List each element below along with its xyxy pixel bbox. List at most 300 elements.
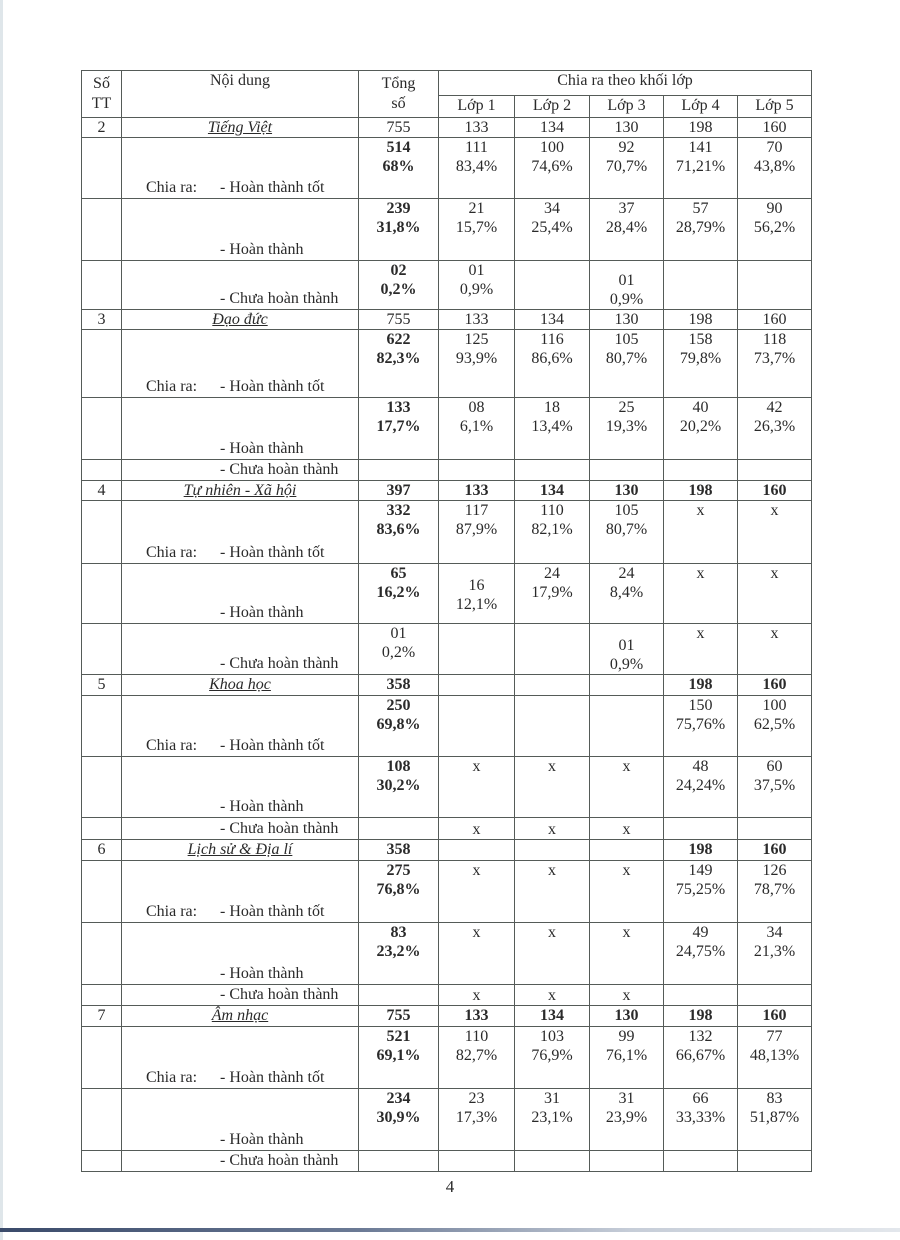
subject-name: Tự nhiên - Xã hội (122, 481, 359, 501)
count-value: 132 (688, 1028, 713, 1045)
stt-empty (82, 624, 122, 675)
not-applicable-mark: x (622, 987, 631, 1004)
breakdown-grade-3 (590, 1089, 664, 1151)
status-label-ht: - Hoàn thành (220, 241, 304, 258)
subject-grade-count: 134 (515, 310, 590, 330)
breakdown-grade-5 (738, 460, 812, 481)
breakdown-total (359, 1151, 439, 1172)
breakdown-row-tot (82, 861, 812, 923)
chia-ra-label: Chia ra: (146, 1069, 198, 1086)
breakdown-label (122, 1027, 359, 1089)
not-applicable-mark: x (696, 625, 705, 642)
count-value: 117 (464, 502, 489, 519)
percent-value: 71,21% (675, 158, 726, 175)
count-value: 141 (688, 139, 713, 156)
percent-value: 78,7% (753, 881, 796, 898)
header-stt (82, 71, 122, 118)
breakdown-grade-2 (515, 501, 590, 564)
count-value: 125 (464, 331, 489, 348)
breakdown-label (122, 564, 359, 624)
percent-value: 8,4% (609, 584, 644, 601)
subject-grade-count: 130 (590, 481, 664, 501)
breakdown-label (122, 757, 359, 818)
subject-grade-count (515, 840, 590, 861)
not-applicable-mark: x (472, 987, 481, 1004)
count-value: 332 (386, 502, 411, 519)
stt-empty (82, 1151, 122, 1172)
breakdown-grade-2 (515, 261, 590, 310)
breakdown-label (122, 1089, 359, 1151)
breakdown-grade-1 (439, 696, 515, 757)
status-label-ht: - Hoàn thành (220, 798, 304, 815)
breakdown-grade-1 (439, 138, 515, 199)
breakdown-grade-2 (515, 460, 590, 481)
percent-value: 6,1% (459, 418, 494, 435)
subject-row (82, 1006, 812, 1027)
percent-value: 56,2% (753, 219, 796, 236)
count-value: 150 (688, 697, 713, 714)
subject-stt: 7 (82, 1006, 122, 1027)
not-applicable-mark: x (770, 502, 779, 519)
breakdown-label (122, 330, 359, 398)
header-total-line2: số (391, 95, 406, 112)
breakdown-grade-1 (439, 1089, 515, 1151)
header-grade-4: Lớp 4 (664, 96, 738, 118)
percent-value: 43,8% (753, 158, 796, 175)
subject-grade-count: 160 (738, 840, 812, 861)
breakdown-row-chua (82, 985, 812, 1006)
breakdown-grade-2 (515, 1151, 590, 1172)
count-value: 16 (468, 577, 485, 594)
breakdown-grade-2 (515, 1027, 590, 1089)
breakdown-grade-5 (738, 501, 812, 564)
breakdown-label (122, 1151, 359, 1172)
breakdown-grade-2 (515, 398, 590, 460)
percent-value: 30,2% (376, 777, 421, 794)
count-value: 31 (544, 1090, 560, 1107)
percent-value: 82,3% (376, 350, 421, 367)
count-value: 40 (692, 399, 709, 416)
subject-grade-count (590, 675, 664, 696)
count-value: 100 (540, 139, 564, 156)
subject-grade-count: 160 (738, 118, 812, 138)
header-stt-line2: TT (91, 95, 112, 112)
percent-value: 87,9% (455, 521, 498, 538)
subject-name: Âm nhạc (122, 1006, 359, 1027)
breakdown-grade-1 (439, 501, 515, 564)
header-grade-5: Lớp 5 (738, 96, 812, 118)
breakdown-label (122, 985, 359, 1006)
breakdown-total (359, 261, 439, 310)
not-applicable-mark: x (696, 502, 705, 519)
header-stt-line1: Số (93, 75, 110, 92)
count-value: 01 (618, 272, 635, 289)
percent-value: 24,75% (675, 943, 726, 960)
chia-ra-label: Chia ra: (146, 903, 198, 920)
breakdown-grade-4 (664, 501, 738, 564)
count-value: 100 (762, 697, 787, 714)
breakdown-grade-5 (738, 861, 812, 923)
count-value: 57 (692, 200, 709, 217)
count-value: 105 (614, 502, 639, 519)
breakdown-total (359, 460, 439, 481)
subject-grade-count: 198 (664, 481, 738, 501)
percent-value: 93,9% (455, 350, 498, 367)
breakdown-total (359, 199, 439, 261)
count-value: 34 (766, 924, 783, 941)
breakdown-label (122, 501, 359, 564)
breakdown-label (122, 460, 359, 481)
percent-value: 25,4% (531, 219, 573, 236)
percent-value: 0,9% (609, 656, 644, 673)
percent-value: 0,9% (609, 291, 644, 308)
count-value: 70 (766, 139, 783, 156)
subject-name: Khoa học (122, 675, 359, 696)
count-value: 108 (386, 758, 411, 775)
subject-grade-count (439, 675, 515, 696)
subject-grade-count: 198 (664, 840, 738, 861)
stt-empty (82, 501, 122, 564)
breakdown-grade-2 (515, 861, 590, 923)
count-value: 110 (464, 1028, 489, 1045)
breakdown-grade-5 (738, 757, 812, 818)
percent-value: 23,1% (531, 1109, 573, 1126)
percent-value: 33,33% (675, 1109, 726, 1126)
percent-value: 66,67% (675, 1047, 726, 1064)
percent-value: 17,3% (455, 1109, 498, 1126)
status-label-tot: - Hoàn thành tốt (220, 179, 325, 196)
count-value: 25 (618, 399, 635, 416)
count-value: 60 (766, 758, 783, 775)
status-label-ht: - Hoàn thành (220, 440, 304, 457)
breakdown-grade-5 (738, 696, 812, 757)
subject-total: 397 (359, 481, 439, 501)
not-applicable-mark: x (622, 924, 631, 941)
header-grade-2: Lớp 2 (515, 96, 590, 118)
breakdown-grade-2 (515, 696, 590, 757)
breakdown-row-chua (82, 818, 812, 840)
breakdown-grade-1 (439, 261, 515, 310)
subject-total: 358 (359, 840, 439, 861)
count-value: 126 (762, 862, 787, 879)
count-value: 521 (386, 1028, 411, 1045)
count-value: 234 (386, 1090, 411, 1107)
count-value: 116 (540, 331, 564, 348)
percent-value: 0,2% (381, 644, 416, 661)
subject-total: 755 (359, 310, 439, 330)
not-applicable-mark: x (472, 758, 481, 775)
breakdown-grade-1 (439, 1027, 515, 1089)
chia-ra-label: Chia ra: (146, 544, 198, 561)
count-value: 34 (544, 200, 560, 217)
breakdown-grade-1 (439, 398, 515, 460)
breakdown-label (122, 696, 359, 757)
breakdown-row-ht (82, 757, 812, 818)
breakdown-row-ht (82, 564, 812, 624)
stt-empty (82, 199, 122, 261)
breakdown-row-ht (82, 398, 812, 460)
percent-value: 80,7% (605, 521, 648, 538)
breakdown-grade-5 (738, 818, 812, 840)
percent-value: 80,7% (605, 350, 648, 367)
stt-empty (82, 330, 122, 398)
breakdown-total (359, 501, 439, 564)
breakdown-total (359, 985, 439, 1006)
breakdown-grade-3 (590, 261, 664, 310)
not-applicable-mark: x (472, 924, 481, 941)
table-body (82, 118, 812, 1172)
subject-grade-count: 160 (738, 310, 812, 330)
subject-grade-count: 130 (590, 118, 664, 138)
count-value: 118 (762, 331, 787, 348)
percent-value: 83,4% (455, 158, 498, 175)
count-value: 37 (618, 200, 635, 217)
percent-value: 15,7% (455, 219, 498, 236)
percent-value: 70,7% (605, 158, 648, 175)
breakdown-grade-3 (590, 199, 664, 261)
chia-ra-label: Chia ra: (146, 179, 198, 196)
percent-value: 79,8% (679, 350, 722, 367)
breakdown-grade-2 (515, 757, 590, 818)
breakdown-grade-3 (590, 985, 664, 1006)
breakdown-grade-1 (439, 564, 515, 624)
not-applicable-mark: x (548, 821, 556, 838)
percent-value: 76,8% (376, 881, 421, 898)
breakdown-grade-5 (738, 261, 812, 310)
count-value: 24 (544, 565, 560, 582)
subject-total: 358 (359, 675, 439, 696)
breakdown-grade-1 (439, 818, 515, 840)
breakdown-grade-1 (439, 624, 515, 675)
breakdown-grade-4 (664, 564, 738, 624)
not-applicable-mark: x (622, 862, 631, 879)
percent-value: 68% (382, 158, 415, 175)
header-total (359, 71, 439, 118)
subject-grade-count: 130 (590, 1006, 664, 1027)
subject-grade-count: 134 (515, 481, 590, 501)
percent-value: 17,9% (531, 584, 573, 601)
status-label-tot: - Hoàn thành tốt (220, 1069, 325, 1086)
status-label-chua: - Chưa hoàn thành (220, 655, 339, 672)
subject-stt: 3 (82, 310, 122, 330)
count-value: 111 (465, 139, 488, 156)
breakdown-total (359, 1027, 439, 1089)
status-label-tot: - Hoàn thành tốt (220, 544, 325, 561)
stt-empty (82, 923, 122, 985)
breakdown-grade-5 (738, 1089, 812, 1151)
stt-empty (82, 564, 122, 624)
breakdown-grade-1 (439, 330, 515, 398)
percent-value: 17,7% (376, 418, 421, 435)
breakdown-grade-3 (590, 460, 664, 481)
breakdown-grade-3 (590, 1027, 664, 1089)
stt-empty (82, 696, 122, 757)
percent-value: 86,6% (531, 350, 573, 367)
breakdown-total (359, 564, 439, 624)
percent-value: 51,87% (749, 1109, 800, 1126)
count-value: 31 (618, 1090, 635, 1107)
breakdown-grade-3 (590, 501, 664, 564)
breakdown-total (359, 818, 439, 840)
subject-grade-count: 160 (738, 1006, 812, 1027)
percent-value: 16,2% (376, 584, 421, 601)
count-value: 250 (386, 697, 411, 714)
percent-value: 73,7% (753, 350, 796, 367)
stt-empty (82, 460, 122, 481)
percent-value: 20,2% (679, 418, 722, 435)
breakdown-grade-4 (664, 1089, 738, 1151)
subject-total: 755 (359, 1006, 439, 1027)
header-grade-1: Lớp 1 (439, 96, 515, 118)
breakdown-grade-5 (738, 985, 812, 1006)
breakdown-label (122, 261, 359, 310)
breakdown-grade-2 (515, 985, 590, 1006)
breakdown-grade-5 (738, 1027, 812, 1089)
count-value: 83 (766, 1090, 783, 1107)
breakdown-total (359, 861, 439, 923)
breakdown-grade-5 (738, 330, 812, 398)
not-applicable-mark: x (770, 565, 779, 582)
percent-value: 0,9% (459, 281, 494, 298)
breakdown-grade-3 (590, 861, 664, 923)
breakdown-grade-5 (738, 1151, 812, 1172)
count-value: 18 (544, 399, 560, 416)
stt-empty (82, 861, 122, 923)
subject-grade-count: 134 (515, 118, 590, 138)
percent-value: 26,3% (753, 418, 796, 435)
breakdown-grade-1 (439, 1151, 515, 1172)
breakdown-grade-1 (439, 861, 515, 923)
breakdown-label (122, 138, 359, 199)
stt-empty (82, 398, 122, 460)
breakdown-total (359, 696, 439, 757)
header-row-1 (82, 71, 812, 96)
breakdown-total (359, 330, 439, 398)
count-value: 01 (618, 637, 635, 654)
not-applicable-mark: x (548, 862, 556, 879)
subject-grade-count (590, 840, 664, 861)
percent-value: 48,13% (749, 1047, 800, 1064)
percent-value: 75,76% (675, 716, 726, 733)
percent-value: 13,4% (531, 418, 573, 435)
percent-value: 74,6% (531, 158, 573, 175)
percent-value: 21,3% (753, 943, 796, 960)
percent-value: 28,79% (675, 219, 726, 236)
subject-stt: 4 (82, 481, 122, 501)
not-applicable-mark: x (472, 862, 481, 879)
subject-grade-count: 198 (664, 310, 738, 330)
percent-value: 75,25% (675, 881, 726, 898)
not-applicable-mark: x (548, 758, 556, 775)
breakdown-grade-4 (664, 624, 738, 675)
breakdown-grade-5 (738, 398, 812, 460)
breakdown-grade-4 (664, 330, 738, 398)
percent-value: 23,2% (376, 943, 421, 960)
breakdown-grade-5 (738, 199, 812, 261)
subject-row (82, 310, 812, 330)
breakdown-grade-4 (664, 757, 738, 818)
subject-total: 755 (359, 118, 439, 138)
count-value: 48 (692, 758, 709, 775)
count-value: 49 (692, 924, 709, 941)
subject-grade-count: 198 (664, 118, 738, 138)
breakdown-grade-2 (515, 138, 590, 199)
breakdown-label (122, 624, 359, 675)
breakdown-grade-4 (664, 1151, 738, 1172)
subject-grade-count: 198 (664, 1006, 738, 1027)
scan-bottom-edge (0, 1228, 900, 1232)
breakdown-grade-4 (664, 923, 738, 985)
count-value: 23 (468, 1090, 485, 1107)
percent-value: 76,1% (605, 1047, 648, 1064)
subject-grade-count (439, 840, 515, 861)
breakdown-total (359, 757, 439, 818)
header-content: Nội dung (122, 71, 359, 118)
percent-value: 0,2% (380, 281, 417, 298)
count-value: 514 (386, 139, 411, 156)
breakdown-grade-5 (738, 624, 812, 675)
chia-ra-label: Chia ra: (146, 737, 198, 754)
header-grade-group: Chia ra theo khối lớp (439, 71, 812, 96)
not-applicable-mark: x (622, 758, 631, 775)
count-value: 01 (390, 625, 407, 642)
percent-value: 69,8% (376, 716, 421, 733)
stt-empty (82, 818, 122, 840)
stt-empty (82, 985, 122, 1006)
breakdown-label (122, 861, 359, 923)
breakdown-grade-2 (515, 624, 590, 675)
subject-row (82, 118, 812, 138)
breakdown-grade-3 (590, 923, 664, 985)
not-applicable-mark: x (696, 565, 705, 582)
count-value: 275 (386, 862, 411, 879)
status-label-chua: - Chưa hoàn thành (220, 461, 339, 478)
status-label-ht: - Hoàn thành (220, 965, 304, 982)
count-value: 99 (618, 1028, 635, 1045)
not-applicable-mark: x (472, 821, 481, 838)
percent-value: 62,5% (753, 716, 796, 733)
subject-grade-count: 134 (515, 1006, 590, 1027)
subject-row (82, 481, 812, 501)
breakdown-grade-1 (439, 757, 515, 818)
subject-grade-count: 133 (439, 481, 515, 501)
percent-value: 24,24% (675, 777, 726, 794)
percent-value: 82,7% (455, 1047, 498, 1064)
count-value: 158 (688, 331, 713, 348)
subject-name: Đạo đức (122, 310, 359, 330)
breakdown-grade-2 (515, 923, 590, 985)
percent-value: 12,1% (455, 596, 498, 613)
breakdown-grade-4 (664, 398, 738, 460)
count-value: 08 (468, 399, 485, 416)
breakdown-total (359, 138, 439, 199)
breakdown-label (122, 818, 359, 840)
subject-stt: 2 (82, 118, 122, 138)
not-applicable-mark: x (548, 987, 556, 1004)
count-value: 66 (692, 1090, 709, 1107)
percent-value: 83,6% (376, 521, 421, 538)
breakdown-grade-5 (738, 923, 812, 985)
breakdown-grade-4 (664, 199, 738, 261)
breakdown-grade-4 (664, 261, 738, 310)
percent-value: 69,1% (376, 1047, 421, 1064)
breakdown-total (359, 923, 439, 985)
stt-empty (82, 1027, 122, 1089)
subject-grade-count: 133 (439, 1006, 515, 1027)
status-label-chua: - Chưa hoàn thành (220, 290, 339, 307)
breakdown-label (122, 199, 359, 261)
breakdown-grade-1 (439, 923, 515, 985)
